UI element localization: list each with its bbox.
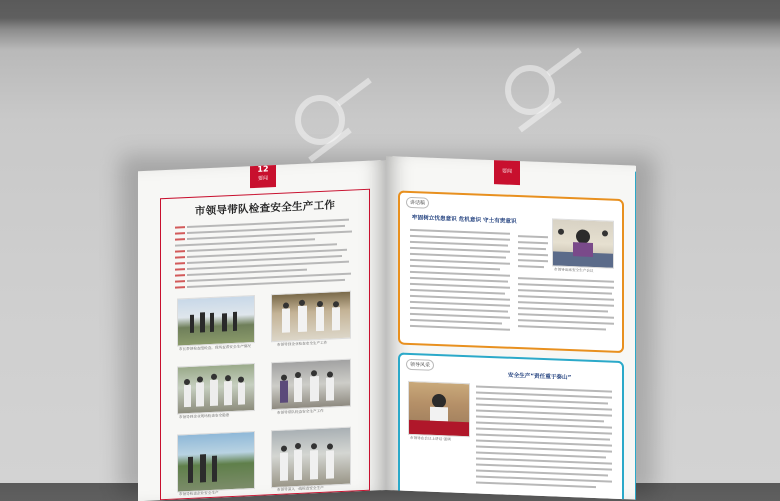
section-label: 领导风采 [406,359,434,371]
left-tab-label: 要闻 [257,175,268,182]
page-edge-accent [635,172,636,500]
section-label: 讲话稿 [406,197,429,209]
photo-inspection-5 [177,431,255,493]
page-number: 12 [257,164,269,174]
leader-section [398,352,624,499]
photo-inspection-1 [177,295,255,347]
watermark-logo-icon [280,60,400,180]
photo-caption: 市领导到企业检查安全生产工作 [277,340,328,347]
right-tab-label: 要闻 [501,168,512,175]
article-title: 市领导带队检查安全生产工作 [194,199,336,218]
article-frame [160,189,370,501]
speech-photo-caption: 市领导出席安全生产会议 [554,267,594,273]
photo-caption: 市领导带队检查安全生产工作 [277,408,324,415]
photo-inspection-3 [177,363,255,415]
left-page-tab [250,163,276,188]
right-page [386,156,636,500]
watermark-logo-icon [490,30,610,150]
photo-inspection-4 [271,359,351,411]
speech-photo [552,218,614,268]
photo-caption: 市领导到企业现场检查安全隐患 [179,413,230,420]
leader-photo [408,381,470,437]
speech-section [398,190,624,353]
right-page-tab [494,158,520,185]
section-subtitle: 牢固树立忧患意识 危机意识 守土有责意识 [412,214,517,226]
section-subtitle: 安全生产“责任重于泰山” [508,372,572,382]
speech-body-text [400,193,622,202]
photo-inspection-6 [271,427,351,489]
photo-inspection-2 [271,291,351,343]
photo-caption: 市长带领检查组检查，现场查看安全生产情况 [179,344,251,352]
photo-caption: 市领导深入一线检查安全生产 [277,485,324,492]
photo-caption: 市领导检查企业安全生产 [179,490,219,497]
leader-photo-caption: 市领导在会议上讲话 强调 [410,435,451,442]
left-page [138,160,386,501]
